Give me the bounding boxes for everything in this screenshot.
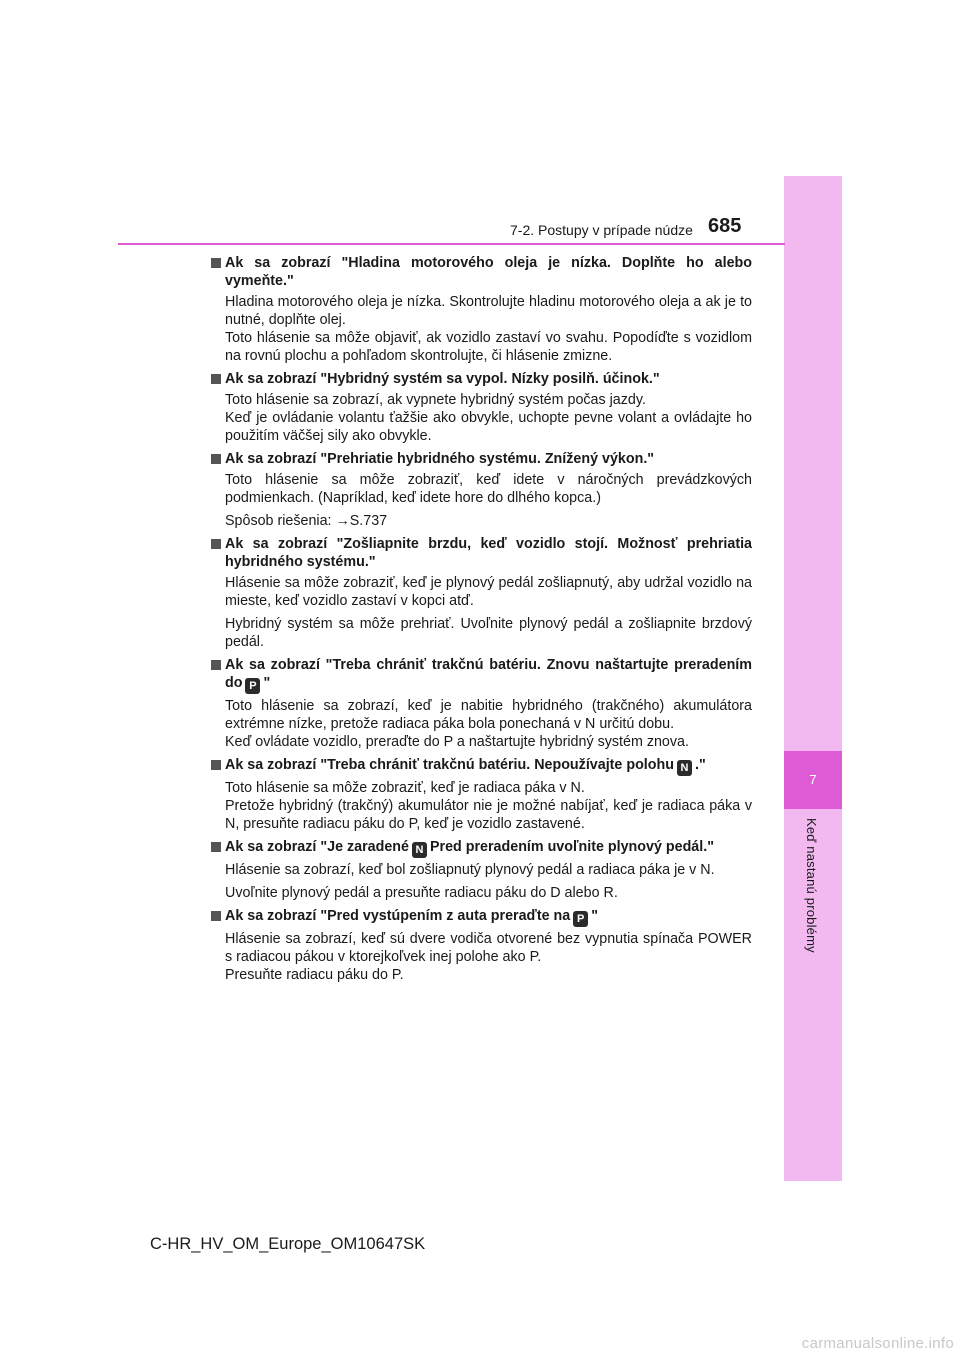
message-item xyxy=(210,656,752,751)
chapter-tab-upper xyxy=(784,176,842,751)
square-bullet-icon xyxy=(211,660,221,670)
neutral-position-icon: N xyxy=(677,760,692,776)
document-code: C-HR_HV_OM_Europe_OM10647SK xyxy=(150,1235,426,1253)
message-heading xyxy=(210,254,752,290)
square-bullet-icon xyxy=(211,911,221,921)
chapter-number-tab[interactable]: 7 xyxy=(784,751,842,809)
message-description: Hybridný systém sa môže prehriať. Uvoľnite plynový pedál a zošliapnite brzdový pedál. xyxy=(225,616,752,650)
message-description: Hlásenie sa zobrazí, keď bol zošliapnutý plynový pedál a radiaca páka je v N. xyxy=(225,862,715,878)
square-bullet-icon xyxy=(211,760,221,770)
message-description: Toto hlásenie sa môže zobraziť, keď idete v náročných prevádzkových podmienkach. (Napríklad, keď idete hore do dlhého kopca.) xyxy=(225,472,752,506)
message-description: Spôsob riešenia: →S.737 xyxy=(225,513,388,529)
watermark: carmanualsonline.info xyxy=(801,1335,954,1352)
heading-text: Ak sa zobrazí "Je zaradené xyxy=(225,839,409,855)
heading-text: Ak sa zobrazí "Treba chrániť trakčnú batériu. Znovu naštartujte preradením do xyxy=(225,657,752,691)
heading-text: " xyxy=(591,908,598,924)
message-heading xyxy=(210,907,752,927)
square-bullet-icon xyxy=(211,374,221,384)
message-item xyxy=(210,370,752,445)
message-heading xyxy=(210,450,752,468)
square-bullet-icon xyxy=(211,454,221,464)
message-heading xyxy=(210,756,752,776)
heading-text: Ak sa zobrazí "Pred vystúpením z auta preraďte na xyxy=(225,908,571,924)
heading-text: Ak sa zobrazí "Prehriatie hybridného systému. Znížený výkon." xyxy=(225,451,655,467)
heading-text: Ak sa zobrazí "Hladina motorového oleja je nízka. Doplňte ho alebo vymeňte." xyxy=(225,255,752,289)
message-heading xyxy=(210,535,752,571)
message-description: Toto hlásenie sa zobrazí, keď je nabitie hybridného (trakčného) akumulátora extrémne nízke, pretože radiaca páka bola ponechaná v N určitú dobu. Keď ovládate vozidlo, preraďte do P a naštartujte hybridný systém znova. xyxy=(225,698,752,750)
message-heading xyxy=(210,370,752,388)
park-position-icon: P xyxy=(245,678,260,694)
heading-text: " xyxy=(263,675,271,691)
heading-text: Ak sa zobrazí "Hybridný systém sa vypol. Nízky posilň. účinok." xyxy=(225,371,660,387)
message-heading xyxy=(210,656,752,694)
message-heading xyxy=(210,838,752,858)
square-bullet-icon xyxy=(211,842,221,852)
message-item xyxy=(210,756,752,833)
square-bullet-icon xyxy=(211,258,221,268)
message-description: Toto hlásenie sa zobrazí, ak vypnete hybridný systém počas jazdy. Keď je ovládanie volantu ťažšie ako obvykle, uchopte pevne volant a ovládajte ho použitím väčšej sily ako obvykle. xyxy=(225,392,752,444)
heading-text: ." xyxy=(694,757,706,773)
message-description: Toto hlásenie sa môže zobraziť, keď je radiaca páka v N. Pretože hybridný (trakčný) akumulátor nie je možné nabíjať, keď je radiaca páka v N, presuňte radiacu páku do P, keď je vozidlo zastavené. xyxy=(225,780,752,832)
message-item xyxy=(210,535,752,651)
page-number: 685 xyxy=(708,215,742,237)
message-description: Hlásenie sa zobrazí, keď sú dvere vodiča otvorené bez vypnutia spínača POWER s radiacou pákou v ktorejkoľvek inej polohe ako P. Presuňte radiacu páku do P. xyxy=(225,931,752,983)
message-description: Hlásenie sa môže zobraziť, keď je plynový pedál zošliapnutý, aby udržal vozidlo na mieste, keď vozidlo zastaví v kopci atď. xyxy=(225,575,752,609)
heading-text: Ak sa zobrazí "Treba chrániť trakčnú batériu. Nepoužívajte polohu xyxy=(225,757,674,773)
section-title: 7-2. Postupy v prípade núdze xyxy=(510,222,693,238)
header-divider xyxy=(118,243,785,245)
chapter-title: Keď nastanú problémy xyxy=(804,818,819,953)
message-item xyxy=(210,838,752,902)
park-position-icon: P xyxy=(573,911,588,927)
heading-text: Pred preradením uvoľnite plynový pedál." xyxy=(429,839,714,855)
message-list xyxy=(210,254,752,989)
message-item xyxy=(210,907,752,984)
message-item xyxy=(210,450,752,530)
heading-text: Ak sa zobrazí "Zošliapnite brzdu, keď vozidlo stojí. Možnosť prehriatia hybridného systému." xyxy=(225,536,752,570)
neutral-position-icon: N xyxy=(412,842,427,858)
square-bullet-icon xyxy=(211,539,221,549)
message-item xyxy=(210,254,752,365)
message-description: Hladina motorového oleja je nízka. Skontrolujte hladinu motorového oleja a ak je to nutné, doplňte olej. Toto hlásenie sa môže objaviť, ak vozidlo zastaví vo svahu. Popodíďte s vozidlom na rovnú plochu a pohľadom skontrolujte, či hlásenie zmizne. xyxy=(225,294,752,364)
message-description: Uvoľnite plynový pedál a presuňte radiacu páku do D alebo R. xyxy=(225,885,618,901)
